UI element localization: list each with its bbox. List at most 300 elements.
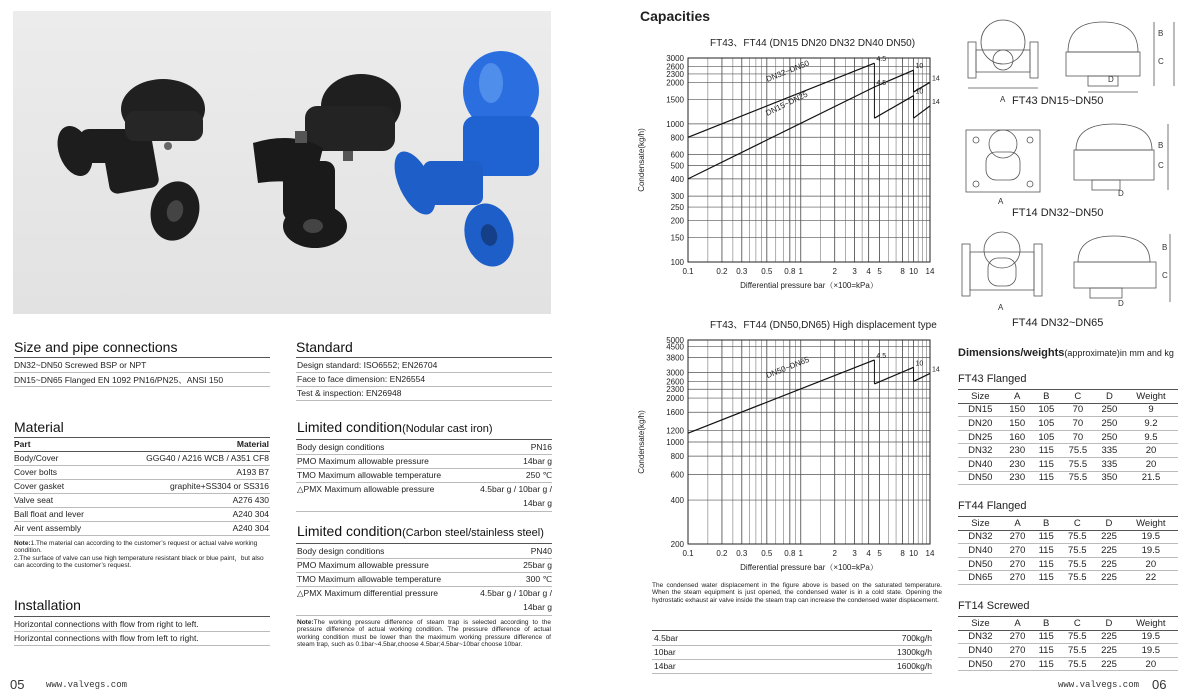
- y-tick-label: 4500: [666, 342, 684, 352]
- section-rule: [14, 616, 270, 617]
- row-rule: [652, 645, 932, 646]
- row-rule: [296, 400, 552, 401]
- x-tick-label: 2: [832, 549, 837, 558]
- limited-label: Body design conditions: [297, 442, 385, 452]
- table-cell: 225: [1094, 530, 1123, 544]
- drawing-letter-c: C: [1162, 271, 1168, 280]
- material-header-part: Part: [14, 439, 31, 449]
- row-rule: [14, 535, 270, 536]
- x-tick-label: 14: [925, 267, 935, 276]
- table-header-row: [958, 390, 1178, 404]
- chart-title: FT43、FT44 (DN50,DN65) High displacement type: [710, 320, 937, 331]
- x-tick-label: 14: [925, 549, 935, 558]
- note-line: 2.The surface of valve can use high temperature resistant black or blue paint，but also can according to the customer’s request.: [14, 554, 264, 570]
- row-rule: [652, 673, 932, 674]
- table-header-cell: A: [1003, 517, 1032, 531]
- table-cell: 270: [1003, 630, 1032, 644]
- table-cell: 9: [1124, 403, 1178, 417]
- table-cell: 21.5: [1124, 471, 1178, 485]
- table-header-cell: Size: [958, 390, 1003, 404]
- table-header-row: [958, 517, 1178, 531]
- table-cell: DN65: [958, 571, 1003, 585]
- material-part: Valve seat: [14, 495, 54, 505]
- x-tick-label: 0.3: [736, 267, 748, 276]
- table-cell: 270: [1003, 657, 1032, 671]
- table-cell: 115: [1032, 657, 1060, 671]
- limited-label: PMO Maximum allowable pressure: [297, 560, 429, 570]
- table-row: [958, 557, 1178, 571]
- table-cell: 105: [1032, 430, 1061, 444]
- x-tick-label: 8: [900, 549, 905, 558]
- y-tick-label: 1000: [666, 119, 684, 129]
- material-value: A193 B7: [236, 467, 269, 477]
- x-tick-label: 5: [877, 549, 882, 558]
- table-header-cell: Size: [958, 517, 1003, 531]
- y-tick-label: 2000: [666, 394, 684, 404]
- limited-label: TMO Maximum allowable temperature: [297, 574, 442, 584]
- table-cell: 250: [1095, 417, 1124, 431]
- x-tick-label: 10: [909, 267, 918, 276]
- material-part: Body/Cover: [14, 453, 59, 463]
- limited-value: 4.5bar g / 10bar g /: [480, 484, 552, 494]
- displacement-caption: The condensed water displacement in the figure above is based on the saturated temperature. When the steam equipment is just opened, the condensed water is in a cold state. Opening the hydrostatic exhaust air valve inside the steam trap can increase the condensed water displacement.: [652, 582, 942, 604]
- x-tick-label: 0.1: [682, 549, 694, 558]
- table-cell: 115: [1032, 557, 1060, 571]
- table-cell: 270: [1003, 544, 1032, 558]
- table-row: [958, 571, 1178, 585]
- table-cell: 19.5: [1124, 630, 1178, 644]
- x-tick-label: 0.2: [716, 549, 728, 558]
- working-pressure-note: [297, 619, 551, 649]
- table-cell: 150: [1003, 417, 1032, 431]
- standard-title: Standard: [296, 339, 353, 355]
- page-number-left: 05: [10, 677, 25, 692]
- displacement-label: 14bar: [654, 661, 676, 671]
- table-cell: 75.5: [1060, 557, 1094, 571]
- table-cell: 75.5: [1060, 571, 1094, 585]
- y-tick-label: 2000: [666, 78, 684, 88]
- section-rule: [296, 439, 552, 440]
- table-cell: 20: [1124, 444, 1178, 458]
- row-rule: [296, 372, 552, 373]
- table-cell: DN15: [958, 403, 1003, 417]
- segment-end-label: 14: [932, 75, 940, 83]
- limited-value: 14bar g: [523, 456, 552, 466]
- ft44-drawing: [962, 232, 1170, 302]
- table-cell: 75.5: [1060, 544, 1094, 558]
- series-line: [874, 96, 913, 118]
- segment-end-label: 14: [932, 366, 940, 374]
- y-tick-label: 200: [670, 216, 684, 226]
- series-line: [914, 106, 930, 118]
- ft43-drawing: [968, 20, 1174, 92]
- y-tick-label: 1500: [666, 95, 684, 105]
- table-cell: 75.5: [1060, 644, 1094, 658]
- table-cell: 225: [1094, 644, 1123, 658]
- segment-end-label: 10: [915, 88, 924, 96]
- table-row: [958, 630, 1178, 644]
- table-cell: 75.5: [1060, 657, 1094, 671]
- table-row: [958, 544, 1178, 558]
- segment-end-label: 10: [915, 360, 924, 368]
- table-cell: 270: [1003, 557, 1032, 571]
- material-value: GGG40 / A216 WCB / A351 CF8: [146, 453, 269, 463]
- blue-flanged-trap-illustration: [386, 51, 539, 272]
- displacement-value: 700kg/h: [901, 633, 932, 643]
- table-cell: 75.5: [1061, 471, 1095, 485]
- drawing-letter-d: D: [1118, 299, 1124, 308]
- table-cell: 70: [1061, 430, 1095, 444]
- table-cell: 270: [1003, 530, 1032, 544]
- page-number-right: 06: [1152, 677, 1167, 692]
- material-part: Cover bolts: [14, 467, 57, 477]
- material-part: Ball float and lever: [14, 509, 84, 519]
- section-rule: [14, 451, 270, 452]
- note-text: The working pressure difference of steam trap is selected according to the pressure difference of actual working condition. The pressure difference of actual working condition must be lower than the maximum working pressure difference of steam trap, such as 0.1bar~4.5bar,choose 4.5bar;4.5bar~10bar choose 10bar.: [297, 619, 551, 649]
- table-cell: 115: [1032, 471, 1061, 485]
- limited-iron-subtitle: (Nodular cast iron): [402, 423, 493, 435]
- table-cell: 225: [1094, 571, 1123, 585]
- table-cell: DN32: [958, 530, 1003, 544]
- table-row: [958, 471, 1178, 485]
- x-tick-label: 2: [832, 267, 837, 276]
- limited-value: 14bar g: [523, 602, 552, 612]
- row-rule: [296, 572, 552, 573]
- x-tick-label: 3: [852, 549, 857, 558]
- section-rule: [14, 437, 270, 438]
- standard-line: Face to face dimension: EN26554: [297, 374, 426, 384]
- table-cell: 250: [1095, 430, 1124, 444]
- table-cell: 75.5: [1061, 444, 1095, 458]
- row-rule: [296, 511, 552, 512]
- limited-value: 14bar g: [523, 498, 552, 508]
- row-rule: [296, 454, 552, 455]
- product-photo: [13, 11, 551, 314]
- table-cell: 115: [1032, 544, 1060, 558]
- series-name-label: DN32~DN50: [764, 58, 811, 84]
- table-cell: DN32: [958, 444, 1003, 458]
- table-header-cell: C: [1060, 617, 1094, 631]
- table-row: [958, 644, 1178, 658]
- y-tick-label: 400: [670, 496, 684, 506]
- row-rule: [14, 645, 270, 646]
- table-row: [958, 457, 1178, 471]
- table-cell: 230: [1003, 444, 1032, 458]
- table-cell: DN50: [958, 557, 1003, 571]
- table-cell: 20: [1124, 657, 1178, 671]
- y-tick-label: 800: [670, 452, 684, 462]
- limited-label: PMO Maximum allowable pressure: [297, 456, 429, 466]
- table-cell: 270: [1003, 571, 1032, 585]
- section-rule: [296, 543, 552, 544]
- table-cell: 115: [1032, 644, 1060, 658]
- table-cell: 115: [1032, 457, 1061, 471]
- table-cell: 115: [1032, 630, 1060, 644]
- table-cell: DN40: [958, 644, 1003, 658]
- material-title: Material: [14, 419, 64, 435]
- standard-line: Test & inspection: EN26948: [297, 388, 402, 398]
- steam-trap-illustrations: [13, 11, 551, 314]
- table-cell: DN40: [958, 457, 1003, 471]
- capacity-chart-1: [630, 30, 950, 300]
- installation-title: Installation: [14, 597, 81, 613]
- segment-end-label: 4.5: [876, 352, 887, 360]
- table-header-cell: C: [1060, 517, 1094, 531]
- table-row: [958, 417, 1178, 431]
- section-rule: [296, 357, 552, 358]
- table-cell: 150: [1003, 403, 1032, 417]
- table-header-cell: A: [1003, 390, 1032, 404]
- table-cell: 9.5: [1124, 430, 1178, 444]
- row-rule: [14, 493, 270, 494]
- table-cell: 250: [1095, 403, 1124, 417]
- series-line: [914, 373, 930, 381]
- y-tick-label: 1200: [666, 426, 684, 436]
- y-tick-label: 2600: [666, 62, 684, 72]
- limited-value: 25bar g: [523, 560, 552, 570]
- table-cell: 20: [1124, 557, 1178, 571]
- ft14-drawing: [966, 124, 1168, 192]
- y-tick-label: 200: [670, 540, 684, 549]
- x-tick-label: 10: [909, 549, 918, 558]
- installation-line: Horizontal connections with flow from left to right.: [14, 633, 199, 643]
- drawing-letter-c: C: [1158, 57, 1164, 66]
- row-rule: [14, 507, 270, 508]
- y-axis-label: Condensate(kg/h): [637, 410, 646, 474]
- y-tick-label: 600: [670, 150, 684, 160]
- segment-end-label: 4.5: [876, 79, 887, 87]
- table-cell: 225: [1094, 557, 1123, 571]
- row-rule: [14, 465, 270, 466]
- x-tick-label: 5: [877, 267, 882, 276]
- y-tick-label: 2300: [666, 69, 684, 79]
- material-part: Cover gasket: [14, 481, 65, 491]
- standard-line: Design standard: ISO6552; EN26704: [297, 360, 438, 370]
- series-name-label: DN50~DN65: [764, 355, 811, 381]
- drawing-caption: FT44 DN32~DN65: [1012, 317, 1104, 329]
- table-cell: 19.5: [1124, 530, 1178, 544]
- segment-end-label: 14: [932, 98, 940, 106]
- table-cell: 335: [1095, 444, 1124, 458]
- x-axis-label: Differential pressure bar（×100=kPa）: [740, 563, 878, 572]
- table-cell: 350: [1095, 471, 1124, 485]
- material-value: A240 304: [232, 523, 269, 533]
- limited-label: △PMX Maximum allowable pressure: [297, 484, 435, 494]
- table-cell: 160: [1003, 430, 1032, 444]
- y-tick-label: 3800: [666, 353, 684, 363]
- size-line: DN15~DN65 Flanged EN 1092 PN16/PN25、ANSI 150: [14, 375, 224, 385]
- technical-drawings: [958, 12, 1190, 332]
- section-rule: [14, 357, 270, 358]
- y-tick-label: 250: [670, 203, 684, 213]
- table-header-cell: D: [1094, 517, 1123, 531]
- x-tick-label: 0.5: [761, 267, 773, 276]
- drawing-caption: FT14 DN32~DN50: [1012, 207, 1104, 219]
- table-cell: DN50: [958, 471, 1003, 485]
- limited-label: Body design conditions: [297, 546, 385, 556]
- table-cell: 20: [1124, 457, 1178, 471]
- table-cell: DN20: [958, 417, 1003, 431]
- table-row: [958, 403, 1178, 417]
- x-tick-label: 1: [798, 549, 803, 558]
- dimensions-subtitle: (approximate)in mm and kg: [1064, 348, 1174, 358]
- table-title: FT43 Flanged: [958, 373, 1027, 385]
- x-tick-label: 0.8: [784, 549, 796, 558]
- limited-value: 4.5bar g / 10bar g /: [480, 588, 552, 598]
- segment-end-label: 4.5: [876, 56, 887, 64]
- row-rule: [296, 615, 552, 616]
- table-header-row: [958, 617, 1178, 631]
- table-title: FT14 Screwed: [958, 600, 1030, 612]
- row-rule: [14, 372, 270, 373]
- y-tick-label: 100: [670, 258, 684, 267]
- note-label: Note:: [14, 540, 31, 547]
- table-cell: DN40: [958, 544, 1003, 558]
- drawing-caption: FT43 DN15~DN50: [1012, 95, 1104, 107]
- table-header-cell: D: [1094, 617, 1123, 631]
- row-rule: [296, 558, 552, 559]
- y-tick-label: 5000: [666, 336, 684, 345]
- ft43-dimensions-table: [958, 389, 1178, 485]
- drawing-letter-c: C: [1158, 161, 1164, 170]
- series-name-label: DN15~DN25: [764, 89, 810, 118]
- table-header-cell: B: [1032, 517, 1060, 531]
- row-rule: [14, 631, 270, 632]
- limited-label: TMO Maximum allowable temperature: [297, 470, 442, 480]
- displacement-value: 1300kg/h: [897, 647, 932, 657]
- table-header-cell: A: [1003, 617, 1032, 631]
- table-header-cell: D: [1095, 390, 1124, 404]
- limited-value: 300 ℃: [525, 574, 552, 584]
- section-rule: [652, 630, 932, 631]
- table-cell: 105: [1032, 417, 1061, 431]
- black-flanged-trap-illustration: [51, 79, 206, 246]
- y-tick-label: 800: [670, 133, 684, 143]
- website-link-right[interactable]: www.valvegs.com: [1058, 680, 1140, 690]
- table-cell: 270: [1003, 644, 1032, 658]
- table-row: [958, 430, 1178, 444]
- table-cell: 105: [1032, 403, 1061, 417]
- table-row: [958, 657, 1178, 671]
- limited-iron-title: Limited condition(Nodular cast iron): [297, 419, 493, 435]
- material-part: Air vent assembly: [14, 523, 82, 533]
- y-tick-label: 500: [670, 161, 684, 171]
- row-rule: [296, 386, 552, 387]
- material-header-material: Material: [236, 439, 269, 449]
- table-cell: 9.2: [1124, 417, 1178, 431]
- table-header-cell: B: [1032, 390, 1061, 404]
- x-tick-label: 0.8: [784, 267, 796, 276]
- material-value: A240 304: [232, 509, 269, 519]
- table-cell: 19.5: [1124, 644, 1178, 658]
- table-cell: 75.5: [1060, 530, 1094, 544]
- table-title: FT44 Flanged: [958, 500, 1027, 512]
- x-tick-label: 0.2: [716, 267, 728, 276]
- y-tick-label: 600: [670, 470, 684, 480]
- y-tick-label: 150: [670, 233, 684, 243]
- x-tick-label: 0.5: [761, 549, 773, 558]
- drawing-letter-a: A: [1000, 95, 1006, 104]
- table-cell: 230: [1003, 471, 1032, 485]
- row-rule: [14, 521, 270, 522]
- displacement-label: 10bar: [654, 647, 676, 657]
- installation-line: Horizontal connections with flow from right to left.: [14, 619, 199, 629]
- table-cell: 230: [1003, 457, 1032, 471]
- material-value: A276 430: [232, 495, 269, 505]
- y-tick-label: 2600: [666, 377, 684, 387]
- table-header-cell: Weight: [1124, 390, 1178, 404]
- table-cell: DN50: [958, 657, 1003, 671]
- row-rule: [296, 482, 552, 483]
- table-cell: 70: [1061, 403, 1095, 417]
- row-rule: [14, 386, 270, 387]
- x-tick-label: 8: [900, 267, 905, 276]
- dimensions-title: Dimensions/weights(approximate)in mm and kg: [958, 347, 1174, 359]
- x-tick-label: 0.3: [736, 549, 748, 558]
- x-tick-label: 4: [866, 549, 871, 558]
- table-cell: DN32: [958, 630, 1003, 644]
- table-header-cell: C: [1061, 390, 1095, 404]
- table-header-cell: Weight: [1124, 517, 1178, 531]
- y-tick-label: 3000: [666, 54, 684, 63]
- capacities-title: Capacities: [640, 8, 711, 24]
- table-row: [958, 530, 1178, 544]
- limited-value: 250 ℃: [525, 470, 552, 480]
- table-header-cell: Size: [958, 617, 1003, 631]
- table-cell: 115: [1032, 571, 1060, 585]
- table-cell: 70: [1061, 417, 1095, 431]
- table-cell: 75.5: [1060, 630, 1094, 644]
- y-tick-label: 3000: [666, 368, 684, 378]
- limited-label: △PMX Maximum differential pressure: [297, 588, 439, 598]
- y-tick-label: 400: [670, 174, 684, 184]
- table-header-cell: Weight: [1124, 617, 1178, 631]
- limited-value: PN40: [530, 546, 552, 556]
- drawing-letter-d: D: [1108, 75, 1114, 84]
- y-tick-label: 300: [670, 192, 684, 202]
- limited-steel-subtitle: (Carbon steel/stainless steel): [402, 527, 544, 539]
- table-cell: 115: [1032, 444, 1061, 458]
- table-cell: 225: [1094, 630, 1123, 644]
- row-rule: [296, 586, 552, 587]
- row-rule: [296, 468, 552, 469]
- chart-title: FT43、FT44 (DN15 DN20 DN32 DN40 DN50): [710, 38, 916, 49]
- y-tick-label: 1000: [666, 438, 684, 447]
- x-axis-label: Differential pressure bar（×100=kPa）: [740, 281, 878, 290]
- table-row: [958, 444, 1178, 458]
- x-tick-label: 0.1: [682, 267, 694, 276]
- drawing-letter-a: A: [998, 303, 1004, 312]
- y-tick-label: 2300: [666, 385, 684, 395]
- website-link-left[interactable]: www.valvegs.com: [46, 680, 128, 690]
- drawing-letter-a: A: [998, 197, 1004, 206]
- table-cell: 225: [1094, 657, 1123, 671]
- ft44-dimensions-table: [958, 516, 1178, 585]
- black-screwed-trap-illustration: [253, 74, 401, 248]
- table-cell: 22: [1124, 571, 1178, 585]
- displacement-value: 1600kg/h: [897, 661, 932, 671]
- row-rule: [14, 479, 270, 480]
- table-cell: 225: [1094, 544, 1123, 558]
- table-cell: 75.5: [1061, 457, 1095, 471]
- x-tick-label: 4: [866, 267, 871, 276]
- size-connections-title: Size and pipe connections: [14, 339, 178, 355]
- material-note: [14, 540, 272, 570]
- note-line: 1.The material can according to the customer’s request or actual valve working condition.: [14, 540, 258, 555]
- table-cell: 335: [1095, 457, 1124, 471]
- x-tick-label: 3: [852, 267, 857, 276]
- size-line: DN32~DN50 Screwed BSP or NPT: [14, 360, 147, 370]
